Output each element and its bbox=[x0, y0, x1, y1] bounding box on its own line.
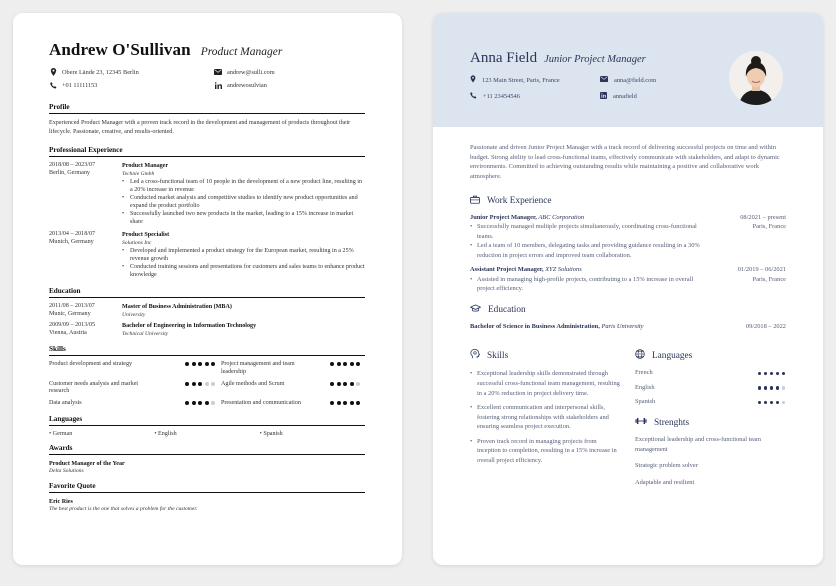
phone-icon bbox=[49, 81, 57, 89]
profile-section bbox=[49, 103, 365, 136]
rating-dot bbox=[211, 362, 215, 366]
award-title: Product Manager of the Year bbox=[49, 461, 125, 468]
skills-grid bbox=[49, 361, 365, 407]
edu-location: Vienna, Austria bbox=[49, 330, 87, 336]
rating-dot bbox=[758, 372, 761, 375]
candidate-name: Andrew O'Sullivan bbox=[49, 40, 191, 59]
language-name: English bbox=[635, 383, 655, 391]
job-entry bbox=[49, 162, 365, 226]
strength-item: Adaptable and resilient bbox=[635, 478, 695, 486]
rating-dot bbox=[764, 401, 767, 404]
language-row bbox=[635, 398, 785, 405]
languages-list bbox=[49, 431, 365, 437]
education-section bbox=[49, 287, 365, 338]
rating-dots bbox=[330, 381, 360, 386]
skill-item: • Excellent communication and interpersonal skills, fostering strong relationships with stakeholders and ensuring seamless project execution. bbox=[470, 403, 621, 432]
summary-text: Passionate and driven Junior Project Manager with a track record of delivering successful projects on time and within budget. Strong ability to lead cross-functional teams, effectively communicate with stakeholders, and adapt to dynamic environments. Committed to achieving outstanding results while maintaining a positive and collaborative work atmosphere. bbox=[470, 144, 780, 181]
location-pin-icon bbox=[49, 68, 57, 76]
section-heading-languages: Languages bbox=[635, 349, 785, 362]
rating-dot bbox=[192, 362, 196, 366]
edu-dates: 2011/08 – 2013/07 bbox=[49, 303, 95, 310]
skills-section bbox=[49, 345, 365, 407]
edu-school: Paris University bbox=[601, 322, 644, 330]
job-company: XYZ Solutions bbox=[545, 266, 582, 274]
rating-dot bbox=[198, 362, 202, 366]
job-bullet: • Led a team of 10 members, delegating tasks and providing guidance resulting in a 30% reduction in project errors and improved team collaboration. bbox=[470, 241, 712, 260]
section-heading-experience: Professional Experience bbox=[49, 146, 365, 157]
rating-dot bbox=[350, 401, 354, 405]
job-bullet: • Led a cross-functional team of 10 people in the development of a new product line, resulting in a 20% increase in revenue bbox=[122, 178, 365, 194]
experience-section bbox=[49, 146, 365, 279]
contact-phone-text: +11 23454546 bbox=[483, 93, 520, 100]
contact-phone bbox=[470, 92, 600, 101]
profile-photo bbox=[729, 51, 783, 105]
rating-dot bbox=[211, 401, 215, 405]
edu-school: Technical University bbox=[122, 331, 169, 338]
rating-dot bbox=[185, 401, 189, 405]
contact-linkedin-text: andrewosulvian bbox=[227, 81, 267, 89]
contact-linkedin[interactable] bbox=[600, 92, 720, 101]
mail-icon bbox=[214, 68, 222, 76]
rating-dot bbox=[764, 386, 767, 389]
rating-dots bbox=[758, 385, 785, 389]
contact-email[interactable] bbox=[600, 75, 720, 85]
graduation-cap-icon bbox=[470, 304, 481, 316]
rating-dot bbox=[343, 382, 347, 386]
rating-dots bbox=[185, 361, 215, 366]
skill-name: Presentation and communication bbox=[221, 399, 301, 406]
section-heading-profile: Profile bbox=[49, 103, 365, 114]
edu-dates: 2009/09 – 2013/05 bbox=[49, 322, 96, 329]
education-entry bbox=[470, 323, 786, 332]
job-bullet: • Conducted market analysis and competitive studies to identify new product opportunities and expand the product portfolio bbox=[122, 194, 365, 210]
job-title: Junior Project Manager, bbox=[470, 213, 537, 221]
rating-dot bbox=[185, 362, 189, 366]
rating-dots bbox=[758, 400, 785, 404]
job-company: Technie Gmbh bbox=[122, 171, 155, 178]
edu-dates: 09/2018 – 2022 bbox=[745, 322, 786, 330]
edu-location: Munic, Germany bbox=[49, 311, 91, 317]
job-company: Solutions Inc bbox=[122, 240, 152, 247]
job-location: Paris, France bbox=[752, 275, 786, 283]
rating-dot bbox=[770, 401, 773, 404]
rating-dot bbox=[330, 362, 334, 366]
job-company: ABC Corporation bbox=[538, 213, 585, 221]
job-entry bbox=[470, 214, 786, 261]
section-heading-awards: Awards bbox=[49, 444, 365, 455]
skill-row bbox=[49, 381, 221, 396]
rating-dot bbox=[198, 401, 202, 405]
contact-address-text: Obere Lände 23, 12345 Berlin bbox=[62, 68, 139, 76]
rating-dot bbox=[198, 382, 202, 386]
section-heading-education: Education bbox=[470, 304, 786, 316]
quote-author: Eric Ries bbox=[49, 499, 73, 506]
rating-dot bbox=[192, 401, 196, 405]
section-heading-education: Education bbox=[49, 287, 365, 298]
section-heading-strengths: Strenghts bbox=[635, 417, 785, 428]
rating-dot bbox=[350, 362, 354, 366]
job-bullet: • Developed and implemented a product strategy for the European market, resulting in a 25% revenue growth bbox=[122, 247, 365, 263]
language-item: • English bbox=[154, 431, 177, 438]
edu-degree: Bachelor of Science in Business Administration, bbox=[470, 322, 600, 330]
job-title: Product Manager bbox=[122, 163, 169, 170]
skill-name: Agile methods and Scrum bbox=[221, 380, 285, 387]
rating-dot bbox=[776, 386, 779, 389]
resume-header bbox=[49, 40, 365, 60]
rating-dot bbox=[764, 372, 767, 375]
job-bullets bbox=[470, 275, 712, 294]
job-dates: 08/2021 – present bbox=[740, 213, 786, 221]
candidate-role: Junior Project Manager bbox=[544, 54, 646, 65]
dumbbell-icon bbox=[635, 417, 647, 428]
rating-dot bbox=[343, 362, 347, 366]
job-title: Product Specialist bbox=[122, 232, 170, 239]
rating-dots bbox=[330, 361, 360, 366]
languages-section bbox=[49, 415, 365, 437]
skill-row bbox=[221, 381, 366, 396]
skill-row bbox=[221, 361, 366, 376]
briefcase-icon bbox=[470, 195, 480, 207]
skills-list bbox=[470, 369, 621, 465]
rating-dot bbox=[782, 401, 785, 404]
section-heading-skills: Skills bbox=[470, 349, 621, 362]
edu-title: Bachelor of Engineering in Information Technology bbox=[122, 323, 257, 330]
resume-card-andrew bbox=[13, 13, 402, 565]
rating-dot bbox=[185, 382, 189, 386]
language-item: • German bbox=[49, 431, 73, 438]
skill-item: • Proven track record in managing projects from inception to completion, resulting in a 15% increase in overall project efficiency. bbox=[470, 437, 621, 466]
rating-dot bbox=[758, 401, 761, 404]
skill-name: Project management and team leadership bbox=[221, 361, 295, 375]
job-dates: 01/2019 – 06/2021 bbox=[737, 266, 786, 274]
section-heading-skills: Skills bbox=[49, 345, 365, 356]
contact-linkedin-text: annafield bbox=[613, 93, 637, 100]
candidate-role: Product Manager bbox=[200, 46, 283, 58]
section-heading-experience: Work Experience bbox=[470, 195, 786, 207]
language-row bbox=[635, 369, 785, 376]
rating-dot bbox=[350, 382, 354, 386]
rating-dot bbox=[211, 382, 215, 386]
contact-email-text: andrew@sulli.com bbox=[227, 68, 275, 76]
job-bullets bbox=[470, 222, 712, 260]
job-bullet: • Successfully managed multiple projects simultaneously, coordinating cross-functional teams. bbox=[470, 222, 712, 241]
contact-linkedin[interactable] bbox=[214, 81, 364, 89]
rating-dot bbox=[356, 401, 360, 405]
rating-dot bbox=[782, 386, 785, 389]
mail-icon bbox=[600, 76, 608, 84]
rating-dot bbox=[337, 401, 341, 405]
job-dates: 2018/08 – 2023/07 bbox=[49, 162, 96, 169]
contact-email-text: anna@field.com bbox=[614, 76, 657, 84]
job-bullet: • Conducted training sessions and presentations for customers and sales teams to enhance product knowledge bbox=[122, 263, 365, 279]
job-title: Assistant Project Manager, bbox=[470, 266, 544, 274]
rating-dot bbox=[770, 372, 773, 375]
rating-dot bbox=[192, 382, 196, 386]
rating-dots bbox=[185, 381, 215, 386]
edu-school: University bbox=[122, 312, 146, 319]
language-name: Spanish bbox=[635, 398, 656, 406]
skill-item: • Exceptional leadership skills demonstrated through successful cross-functional team management, resulting in a 20% reduction in project delivery time. bbox=[470, 369, 621, 398]
skill-name: Customer needs analysis and market research bbox=[49, 380, 139, 395]
job-bullet: • Assisted in managing high-profile projects, contributing to a 15% increase in overall project efficiency. bbox=[470, 275, 712, 294]
languages-list bbox=[635, 369, 785, 405]
rating-dot bbox=[205, 382, 209, 386]
contact-phone bbox=[49, 81, 214, 89]
linkedin-icon bbox=[214, 81, 222, 89]
contact-info bbox=[49, 68, 365, 89]
rating-dot bbox=[205, 401, 209, 405]
location-pin-icon bbox=[470, 75, 476, 85]
section-heading-quote: Favorite Quote bbox=[49, 482, 365, 493]
rating-dot bbox=[205, 362, 209, 366]
skill-name: Product development and strategy bbox=[49, 361, 133, 368]
language-name: French bbox=[635, 369, 653, 377]
job-location: Paris, France bbox=[752, 223, 786, 231]
quote-section bbox=[49, 482, 365, 513]
job-bullets bbox=[122, 247, 365, 279]
rating-dots bbox=[330, 400, 360, 405]
rating-dots bbox=[758, 371, 785, 375]
rating-dot bbox=[330, 401, 334, 405]
head-gear-icon bbox=[470, 349, 480, 362]
resume-card-anna bbox=[433, 13, 823, 565]
linkedin-icon bbox=[600, 92, 607, 101]
skill-name: Data analysis bbox=[49, 399, 82, 406]
contact-email[interactable] bbox=[214, 68, 364, 76]
job-dates: 2013/04 – 2018/07 bbox=[49, 231, 96, 238]
job-location: Berlin, Germany bbox=[49, 170, 90, 176]
strength-item: Exceptional leadership and cross-functional team management bbox=[635, 436, 761, 453]
contact-address bbox=[470, 75, 600, 85]
award-org: Delta Solutions bbox=[49, 468, 84, 475]
rating-dot bbox=[337, 362, 341, 366]
rating-dot bbox=[782, 372, 785, 375]
job-bullets bbox=[122, 178, 365, 226]
awards-section bbox=[49, 444, 365, 475]
profile-text: Experienced Product Manager with a proven track record in the development and management of products throughout their lifecycle. Passionate, creative, and results-oriented. bbox=[49, 120, 351, 135]
rating-dot bbox=[770, 386, 773, 389]
rating-dot bbox=[343, 401, 347, 405]
job-entry bbox=[470, 266, 786, 294]
job-location: Munich, Germany bbox=[49, 239, 94, 245]
rating-dot bbox=[356, 362, 360, 366]
rating-dot bbox=[330, 382, 334, 386]
contact-phone-text: +01 11111153 bbox=[62, 81, 98, 89]
contact-address-text: 123 Main Street, Paris, France bbox=[482, 76, 560, 84]
job-entry bbox=[49, 231, 365, 279]
contact-address bbox=[49, 68, 214, 76]
strength-item: Strategic problem solver bbox=[635, 462, 698, 470]
skill-row bbox=[49, 400, 221, 408]
education-entry bbox=[49, 303, 365, 319]
job-bullet: • Successfully launched two new products in the market, leading to a 15% increase in market share bbox=[122, 210, 365, 226]
edu-title: Master of Business Administration (MBA) bbox=[122, 304, 232, 311]
skill-row bbox=[221, 400, 366, 408]
rating-dot bbox=[356, 382, 360, 386]
rating-dot bbox=[337, 382, 341, 386]
bottom-columns bbox=[470, 337, 786, 494]
language-row bbox=[635, 384, 785, 391]
rating-dots bbox=[185, 400, 215, 405]
section-heading-languages: Languages bbox=[49, 415, 365, 426]
education-entry bbox=[49, 322, 365, 338]
phone-icon bbox=[470, 92, 477, 101]
quote-text: The best product is the one that solves a problem for the customer. bbox=[49, 506, 198, 513]
globe-icon bbox=[635, 349, 645, 362]
language-item: • Spanish bbox=[259, 431, 283, 438]
rating-dot bbox=[776, 401, 779, 404]
resume-header bbox=[433, 13, 823, 127]
rating-dot bbox=[758, 386, 761, 389]
skill-row bbox=[49, 361, 221, 376]
rating-dot bbox=[776, 372, 779, 375]
candidate-name: Anna Field bbox=[470, 50, 538, 66]
